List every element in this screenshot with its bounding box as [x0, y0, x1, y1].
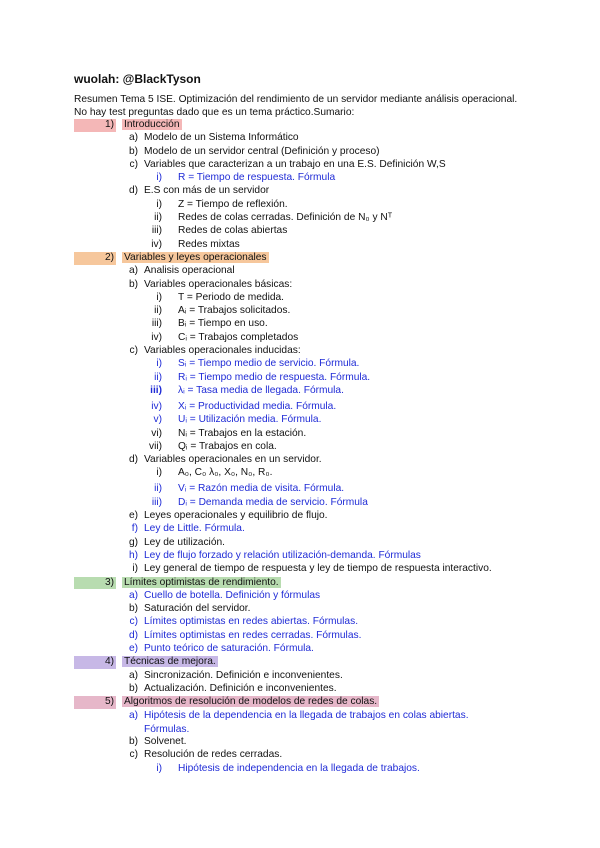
outline-text: Variables operacionales inducidas: [144, 345, 301, 357]
outline-marker: i) [156, 358, 162, 370]
outline-text: Rᵢ = Tiempo medio de respuesta. Fórmula. [178, 371, 371, 383]
outline-text: Punto teórico de saturación. Fórmula. [144, 642, 314, 654]
section-4-heading [74, 656, 554, 669]
outline-marker: i) [156, 291, 162, 303]
outline-text: Redes mixtas [178, 238, 240, 250]
outline-text: Variables operacionales en un servidor. [144, 454, 322, 466]
outline-subitem-link[interactable] [74, 483, 554, 496]
outline-subitem [74, 305, 554, 318]
outline-text: Nᵢ = Trabajos en la estación. [178, 427, 307, 439]
outline-subitem [74, 292, 554, 305]
outline-marker: i) [156, 172, 162, 184]
outline-marker: a) [128, 132, 138, 144]
outline-item-link[interactable] [74, 550, 554, 563]
outline-subitem [74, 441, 554, 454]
section-1-title: Introducción [124, 119, 180, 130]
outline-text: Uᵢ = Utilización media. Fórmula. [178, 414, 322, 426]
outline-marker: i) [132, 563, 138, 575]
outline-marker: b) [128, 682, 138, 694]
outline-marker: a) [128, 589, 138, 601]
outline-item [74, 749, 554, 762]
outline-item [74, 563, 554, 576]
outline-item [74, 537, 554, 550]
outline-marker: b) [128, 736, 138, 748]
outline-marker: i) [156, 198, 162, 210]
outline-text: Ley de Little. Fórmula. [144, 523, 245, 535]
outline-subitem-link[interactable] [74, 358, 554, 371]
outline-subitem [74, 428, 554, 441]
outline-text: Leyes operacionales y equilibrio de flujo. [144, 510, 328, 522]
outline-marker: c) [129, 616, 138, 628]
outline-subitem [74, 225, 554, 238]
outline-item [74, 670, 554, 683]
section-2-title: Variables y leyes operacionales [124, 251, 267, 263]
outline-marker: a) [128, 669, 138, 681]
outline-text: Límites optimistas en redes cerradas. Fórmulas. [144, 629, 362, 641]
outline-text: Vᵢ = Razón media de visita. Fórmula. [178, 483, 345, 495]
outline-marker: d) [128, 629, 138, 641]
outline-marker: iv) [151, 331, 162, 343]
outline-marker: iii) [151, 318, 162, 330]
outline-marker: 3) [74, 577, 116, 590]
outline-subitem-link[interactable] [74, 172, 554, 185]
outline-marker: ii) [154, 305, 162, 317]
outline-subitem [74, 239, 554, 252]
outline-marker: g) [128, 536, 138, 548]
outline-marker: iv) [151, 238, 162, 250]
outline-text: Modelo de un Sistema Informático [144, 132, 299, 144]
outline-item [74, 510, 554, 523]
outline-subitem-link[interactable] [74, 401, 554, 414]
outline-text: Límites optimistas en redes abiertas. Fórmulas. [144, 616, 359, 628]
outline-marker: 5) [74, 696, 116, 709]
outline-item [74, 736, 554, 749]
outline-text: Variables que caracterizan a un trabajo en una E.S. Definición W,S [144, 158, 446, 170]
outline-marker: b) [128, 603, 138, 615]
outline-item-link[interactable] [74, 630, 554, 643]
outline-text: Z = Tiempo de reflexión. [178, 198, 288, 210]
outline-marker: d) [128, 454, 138, 466]
outline-marker: e) [128, 642, 138, 654]
outline-marker: i) [156, 762, 162, 774]
outline-text: Xᵢ = Productividad media. Fórmula. [178, 400, 337, 412]
outline-marker: iv) [151, 400, 162, 412]
section-2-heading [74, 252, 554, 265]
outline-text: Actualización. Definición e inconvenientes. [144, 682, 337, 694]
outline-marker: b) [128, 145, 138, 157]
outline-item [74, 603, 554, 616]
outline-text: Solvenet. [144, 736, 187, 748]
outline-subitem-link[interactable] [74, 497, 554, 510]
outline-marker: a) [128, 710, 138, 722]
outline-item-link[interactable] [74, 590, 554, 603]
outline-text: Ley de utilización. [144, 536, 225, 548]
outline-text: Qᵢ = Trabajos en cola. [178, 440, 277, 452]
outline-text: Variables operacionales básicas: [144, 278, 293, 290]
outline-item [74, 279, 554, 292]
outline-marker: ii) [154, 483, 162, 495]
outline-item-link[interactable] [74, 616, 554, 629]
outline-item-link[interactable] [74, 643, 554, 656]
outline-marker: f) [131, 523, 138, 535]
outline-marker: iii) [151, 225, 162, 237]
outline-subitem [74, 318, 554, 331]
section-3-heading [74, 577, 554, 590]
outline-item [74, 185, 554, 198]
outline-text: R = Tiempo de respuesta. Fórmula [178, 172, 336, 184]
intro-line-1: Resumen Tema 5 ISE. Optimización del rendimiento de un servidor mediante análisis operacional. [74, 94, 518, 105]
document-page [74, 72, 554, 776]
outline-text: Resolución de redes cerradas. [144, 749, 283, 761]
outline-marker: 1) [74, 119, 116, 132]
outline-text: Redes de colas abiertas [178, 225, 288, 237]
outline-text: Sincronización. Definición e inconvenientes. [144, 669, 343, 681]
outline-text: Analisis operacional [144, 265, 235, 277]
outline-subitem-link[interactable] [74, 763, 554, 776]
section-1-heading [74, 119, 554, 132]
outline-text: Sᵢ = Tiempo medio de servicio. Fórmula. [178, 358, 360, 370]
outline-text: Ley general de tiempo de respuesta y ley de tiempo de respuesta interactivo. [144, 563, 492, 575]
outline-marker: vii) [148, 440, 162, 452]
outline-marker: h) [128, 549, 138, 561]
outline-text: Cuello de botella. Definición y fórmulas [144, 589, 321, 601]
outline-item [74, 265, 554, 278]
outline-text: Aᵢ = Trabajos solicitados. [178, 305, 291, 317]
outline-text: Dᵢ = Demanda media de servicio. Fórmula [178, 496, 368, 508]
document-header: wuolah: @BlackTyson [74, 72, 201, 86]
outline-marker: vi) [151, 427, 162, 439]
outline-item-link[interactable] [74, 523, 554, 536]
outline-marker: c) [129, 345, 138, 357]
outline-marker: i) [156, 467, 162, 479]
outline-subitem-link[interactable] [74, 385, 554, 401]
outline-text: Cᵢ = Trabajos completados [178, 331, 299, 343]
outline-marker: 2) [74, 252, 116, 265]
outline-marker: iii) [150, 384, 162, 396]
outline-marker: c) [129, 749, 138, 761]
outline-subitem [74, 332, 554, 345]
outline-text: Redes de colas cerradas. Definición de N₀ y Nᵀ [178, 212, 393, 224]
intro-line-2: No hay test preguntas dado que es un tema práctico.Sumario: [74, 107, 355, 118]
section-4-title: Técnicas de mejora. [124, 656, 216, 668]
outline-item [74, 146, 554, 159]
outline-marker: e) [128, 510, 138, 522]
section-5-title: Algoritmos de resolución de modelos de redes de colas. [124, 696, 378, 708]
section-5-heading [74, 696, 554, 709]
outline-marker: a) [128, 265, 138, 277]
outline-subitem-link[interactable] [74, 414, 554, 427]
outline-text: Bᵢ = Tiempo en uso. [178, 318, 268, 330]
outline-item [74, 454, 554, 467]
outline-marker: 4) [74, 656, 116, 669]
outline-subitem [74, 199, 554, 212]
outline-text: Hipótesis de independencia en la llegada de trabajos. [178, 762, 420, 774]
outline-subitem-link[interactable] [74, 372, 554, 385]
outline-text: Ley de flujo forzado y relación utilización-demanda. Fórmulas [144, 549, 421, 561]
outline-text: T = Periodo de medida. [178, 291, 284, 303]
outline-text: λᵢ = Tasa media de llegada. Fórmula. [178, 384, 344, 396]
outline-text: E.S con más de un servidor [144, 185, 270, 197]
outline-marker: d) [128, 185, 138, 197]
outline-marker: iii) [151, 496, 162, 508]
outline-item [74, 132, 554, 145]
outline-item [74, 683, 554, 696]
outline-subitem [74, 467, 554, 483]
outline-subitem [74, 212, 554, 225]
outline-marker: c) [129, 158, 138, 170]
outline-marker: b) [128, 278, 138, 290]
outline-text: Saturación del servidor. [144, 603, 251, 615]
outline-marker: ii) [154, 212, 162, 224]
outline-item-link[interactable] [74, 709, 554, 736]
outline-item [74, 345, 554, 358]
section-3-title: Límites optimistas de rendimiento. [124, 576, 279, 588]
outline-marker: v) [153, 414, 162, 426]
outline-text: Modelo de un servidor central (Definición y proceso) [144, 145, 380, 157]
outline-marker: ii) [154, 371, 162, 383]
outline-item [74, 159, 554, 172]
outline-text: A₀, C₀ λ₀, X₀, N₀, R₀. [178, 467, 273, 479]
outline-text: Hipótesis de la dependencia en la llegada de trabajos en colas abiertas. Fórmulas. [144, 710, 469, 735]
